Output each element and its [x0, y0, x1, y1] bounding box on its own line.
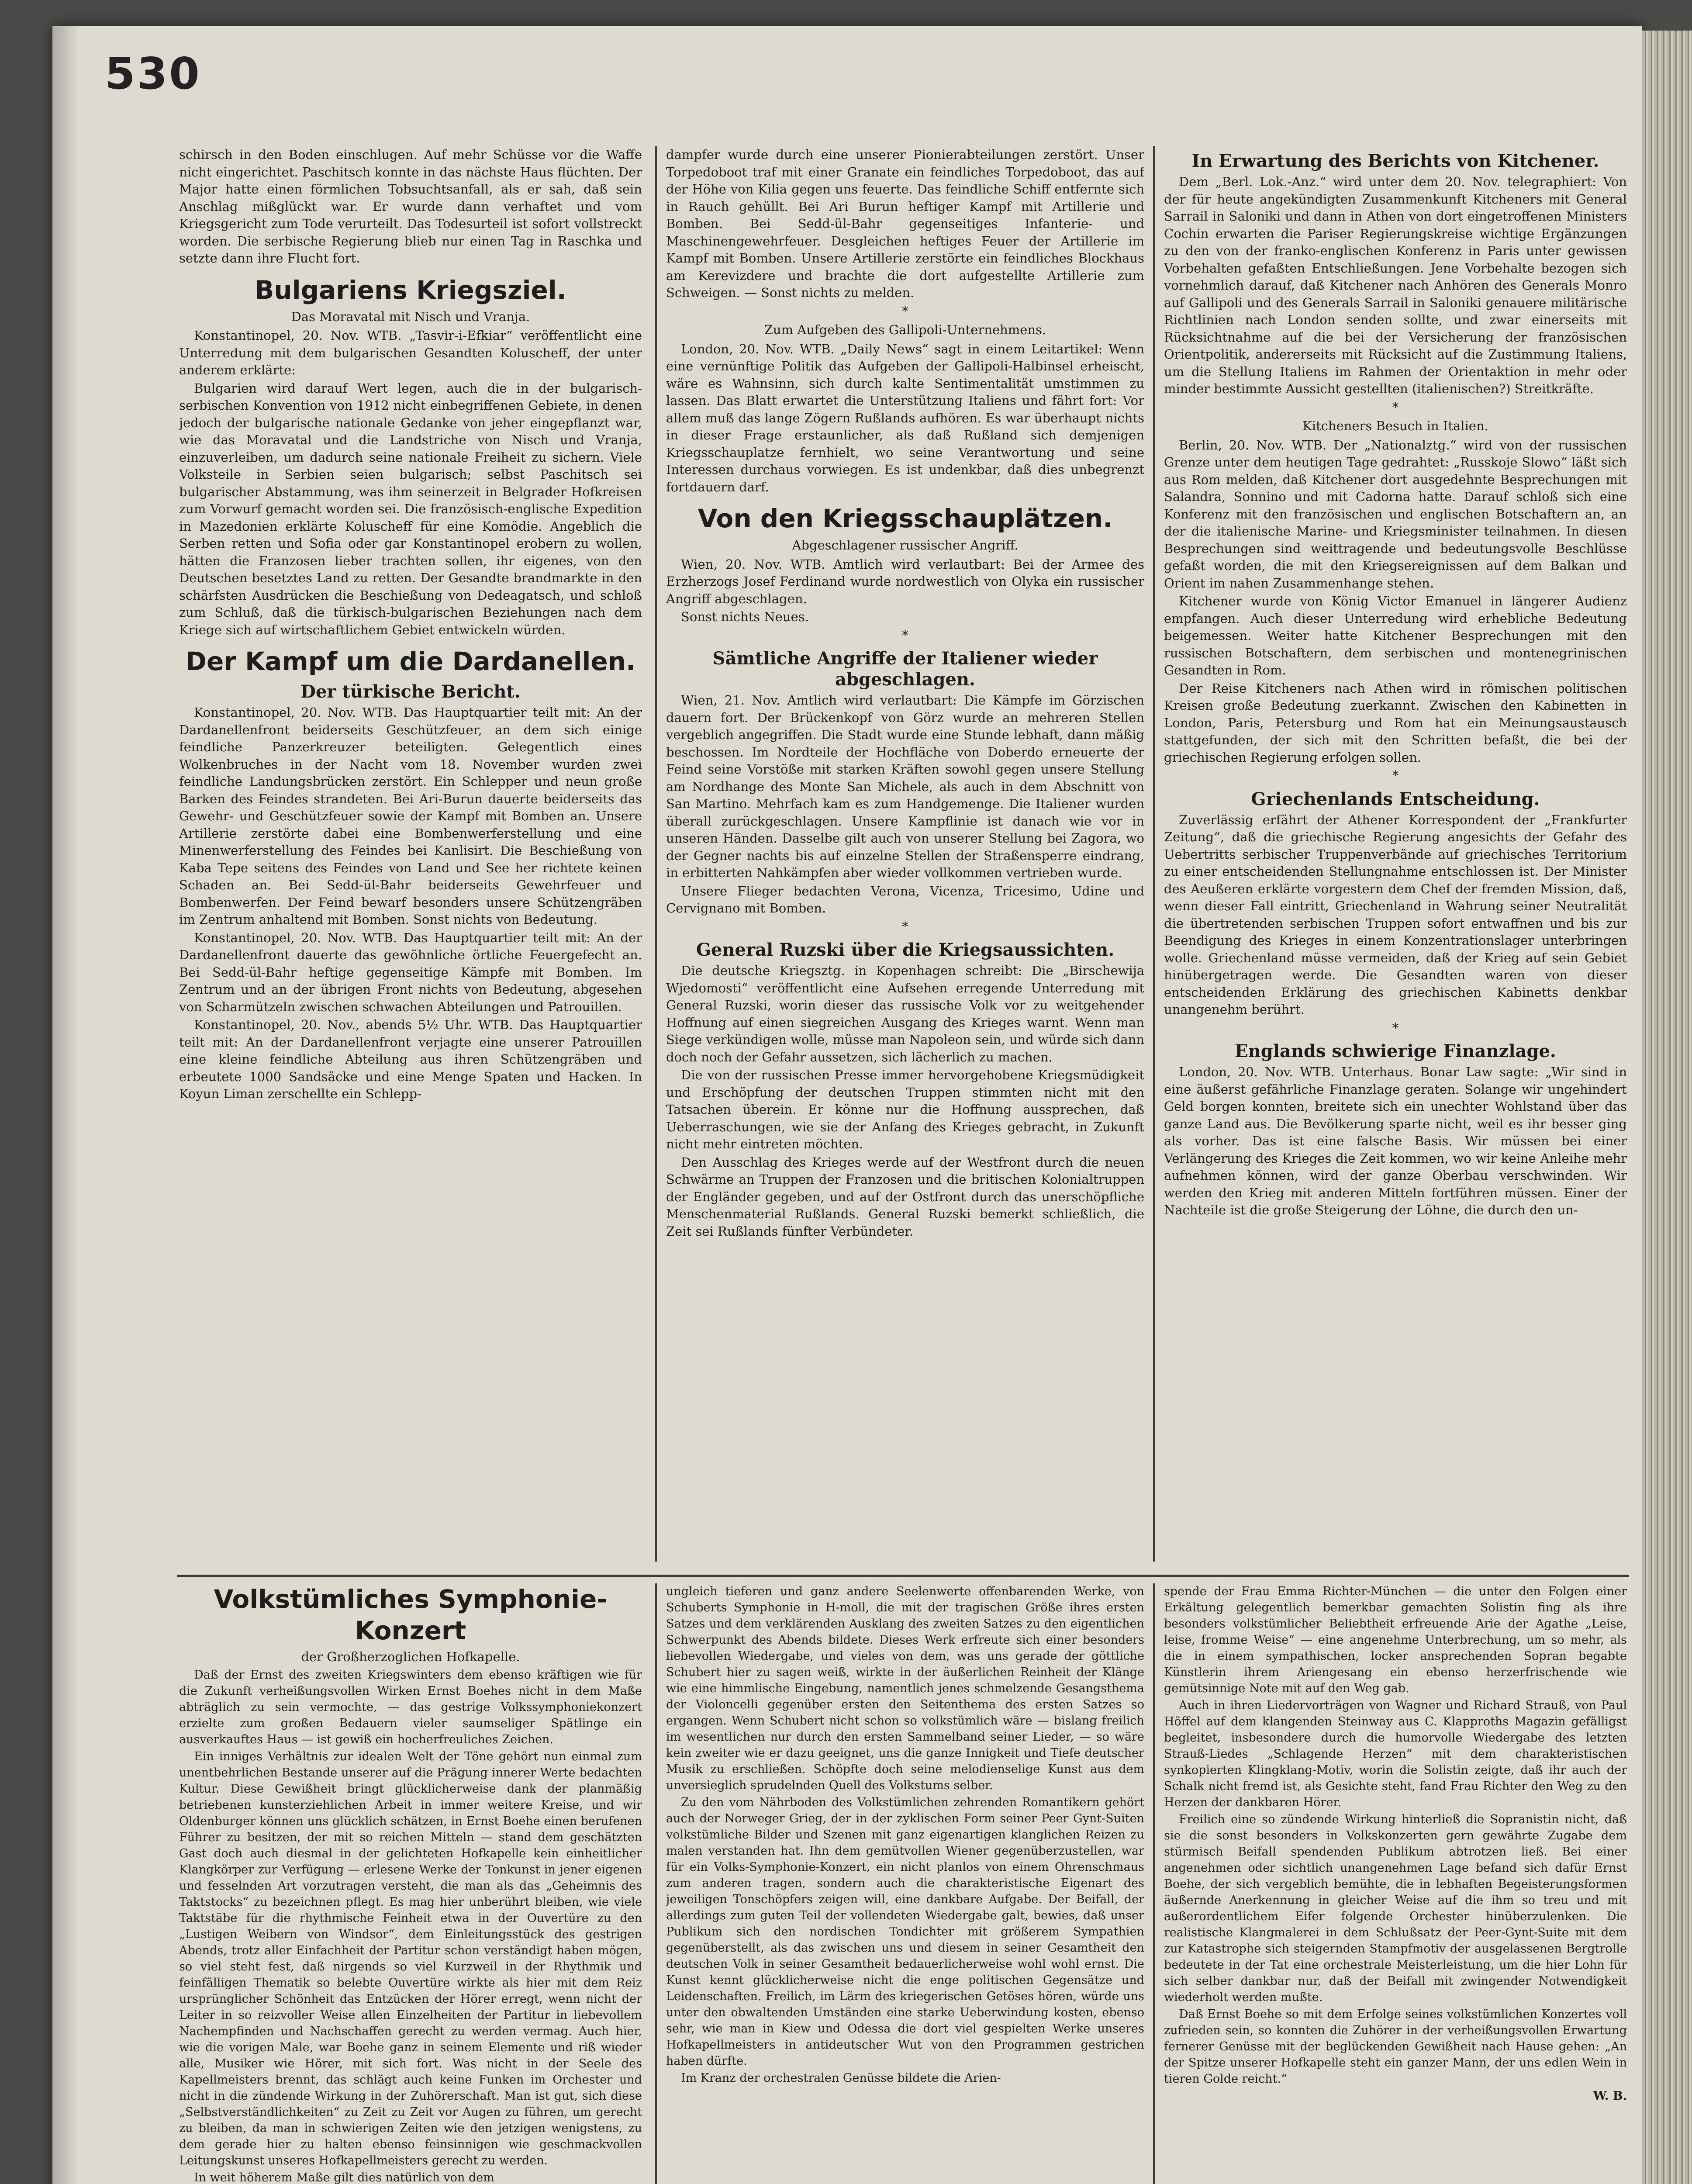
subheadline: der Großherzoglichen Hofkapelle. [301, 1649, 520, 1664]
author-signature: W. B. [1593, 2089, 1627, 2103]
paragraph: Zu den vom Nährboden des Volkstümlichen zehrenden Romantikern gehört auch der Norweger Grieg, der in der zyklischen Form seiner Peer Gynt-Suiten volkstümliche Bilder und Szenen mit ganz eigenartigen klanglichen Reizen zu malen verstanden hat. Ihn dem gemütvollen Wiener gegenüberzustellen, war für ein Volks-Symphonie-Konzert, ein nicht planlos von einem Ohrenschmaus zum anderen tragen, sondern auch die charakteristische Eigenart des jeweiligen Tonschöpfers zeigen will, eine dankbare Aufgabe. Der Beifall, der allerdings zum guten Teil der vollendeten Wiedergabe galt, bewies, daß unser Publikum sich den nordischen Tondichter mit größerem Sympathien gegenüberstellt, als das zwischen uns und diesem in seiner Gesamtheit den deutschen Volk in seiner Gesamtheit bedauerlicherweise wohl wohl ernst. Die Kunst kennt glücklicherweise nicht die enge politischen Gegensätze und Leidenschaften. Freilich, im Lärm des kriegerischen Getöses hören, würde uns unter den obwaltenden Umständen eine starke Ueberwindung kosten, ebenso sehr, wie man in Kiew und Odessa die dort viel gespielten Werke unseres Hofkapellmeisters in antideutscher Wut von den Programmen gestrichen haben dürfte. [666, 1796, 1144, 2068]
separator-star: * [1392, 1020, 1399, 1035]
separator-star: * [902, 919, 908, 934]
separator-star: * [902, 627, 908, 643]
paragraph: dampfer wurde durch eine unserer Pionierabteilungen zerstört. Unser Torpedoboot traf mit einer Granate ein feindliches Torpedoboot, das auf der Höhe von Kilia gegen uns feuerte. Das feindliche Schiff entfernte sich in Rauch gehüllt. Bei Ari Burun heftiger Kampf mit Artillerie und Bomben. Bei Sedd-ül-Bahr gegenseitiges Infanterie- und Maschinengewehrfeuer. Desgleichen heftiges Feuer der Artillerie im Kampf mit Bomben. Unsere Artillerie zerstörte ein feindliches Blockhaus am Kerevizdere und brachte die dort aufgestellte Artillerie zum Schweigen. — Sonst nichts zu melden. [666, 147, 1144, 300]
paragraph: Zuverlässig erfährt der Athener Korrespondent der „Frankfurter Zeitung“, daß die griechische Regierung angesichts der Gefahr des Uebertritts serbischer Truppenverbände auf griechisches Territorium zu einer entscheidenden Stellungnahme entschlossen ist. Der Minister des Aeußeren erklärte vorgestern dem Chef der fremden Mission, daß, wenn dieser Fall eintritt, Griechenland in Wahrung seiner Neutralität die übertretenden serbischen Truppen sofort entwaffnen und bis zur Beendigung des Krieges in einem Konzentrationslager unterbringen wolle. Griechenland müsse vermeiden, daß der Krieg auf sein Gebiet hinübergetragen werde. Die Gesandten waren von dieser entscheidenden Erklärung des griechischen Kabinetts denkbar unangenehm berührt. [1164, 812, 1627, 1017]
page-number: 530 [105, 48, 201, 99]
paragraph: Daß der Ernst des zweiten Kriegswinters dem ebenso kräftigen wie für die Zukunft verheißungsvollen Wirken Ernst Boehes nicht in dem Maße abträglich zu sein vermochte, — das gestrige Volkssymphoniekonzert erzielte zum großen Bedauern vieler saumseliger Spätlinge ein ausverkauftes Haus — ist gewiß ein hocherfreuliches Zeichen. [179, 1668, 642, 1746]
subheadline: Das Moravatal mit Nisch und Vranja. [291, 309, 530, 324]
separator-star: * [1392, 768, 1399, 783]
paragraph: Ein inniges Verhältnis zur idealen Welt der Töne gehört nun einmal zum unentbehrlichen Bestande unserer auf die Prägung innerer Werte bedachten Kultur. Diese Gewißheit bringt glücklicherweise dank der planmäßig betriebenen kunsterziehlichen Arbeit in immer weitere Kreise, und wir Oldenburger können uns glücklich schätzen, in Ernst Boehe einen berufenen Führer zu besitzen, der mit so reichen Mitteln — stand dem geschätzten Gast doch auch diesmal in der gelichteten Hofkapelle kein einheitlicher Klangkörper zur Verfügung — erlesene Werke der Tonkunst in jener eigenen und fesselnden Art vorzutragen versteht, die man als das „Geheimnis des Taktstocks“ zu bezeichnen pflegt. Es mag hier unberührt bleiben, wie viele Taktstäbe für die rhythmische Feinheit etwa in der Ouvertüre zu den „Lustigen Weibern von Windsor“, dem Einleitungsstück des gestrigen Abends, trotz aller Einfachheit der Partitur schon verständigt haben mögen, so viel steht fest, daß nirgends so viel Kurzweil in der Rhythmik und feinfälligen Thematik so belebte Ouvertüre wirkte als hier mit dem Reiz ursprünglicher Schönheit das Entzücken der Hörer erregt, wenn nicht der Leiter in so reizvoller Weise allen Einzelheiten der Partitur in liebevollem Nachempfinden und Nachschaffen gerecht zu werden vermag. Auch hier, wie die vorigen Male, war Boehe ganz in seinem Elemente und riß wieder alle, Musiker wie Hörer, mit sich fort. Was nicht in der Seele des Kapellmeisters brennt, das schlägt auch keine Funken im Orchester und nicht in die zündende Wirkung in der Zuhörerschaft. Man ist gut, sich diese „Selbstverständlichkeiten“ zu Zeit zu Zeit vor Augen zu führen, um gerecht zu bleiben, da man in schwierigen Zeiten wie den jetzigen wenigstens, zu dem gerade hier zu halten ebenso feinsinnigen wie geschmackvollen Leitungskunst unseres Hofkapellmeisters gerecht zu werden. [179, 1750, 642, 2167]
page-stack-edge [1642, 31, 1692, 2184]
paragraph: Den Ausschlag des Krieges werde auf der Westfront durch die neuen Schwärme an Truppen der Franzosen und die britischen Kolonialtruppen der Engländer gegeben, und auf der Ostfront durch das unerschöpfliche Menschenmaterial Rußlands. General Ruzski bemerkt schließlich, die Zeit sei Rußlands fünfter Verbündeter. [666, 1154, 1144, 1239]
section-rule [177, 1575, 1629, 1577]
paragraph: Konstantinopel, 20. Nov. WTB. Das Hauptquartier teilt mit: An der Dardanellenfront beiderseits Geschützfeuer, an dem sich einige feindliche Panzerkreuzer beteiligten. Gelegentlich eines Wolkenbruches in der Nacht vom 18. November wurden zwei feindliche Landungsbrücken zerstört. Ein Schlepper und neun große Barken des Feindes strandeten. Bei Ari-Burun dauerte beiderseits das Gewehr- und Geschützfeuer sowie der Kampf mit Bomben an. Unsere Artillerie zerstörte dabei eine Bombenwerferstellung und eine Minenwerferstellung des Feindes bei Kanlisirt. Die Beschießung von Kaba Tepe seitens des Feindes von Land und See her richtete keinen Schaden an. Bei Sedd-ül-Bahr beiderseits Gewehrfeuer und Bombenwerfen. Der Feind bewarf besonders unsere Schützengräben im Zentrum anhaltend mit Bomben. Sonst nichts von Bedeutung. [179, 705, 642, 927]
separator-star: * [902, 303, 908, 318]
paragraph: London, 20. Nov. WTB. „Daily News“ sagt in einem Leitartikel: Wenn eine vernünftige Politik das Aufgeben der Gallipoli-Halbinsel erheischt, wäre es Wahnsinn, sich durch kalte Sentimentalität umstimmen zu lassen. Das Blatt erwartet die Unterstützung Italiens und fährt fort: Vor allem muß das lange Zögern Rußlands aufhören. Es war überhaupt nichts in dieser Frage erstaunlicher, als daß Rußland sich demjenigen Kriegsschauplatze fernhielt, wo seine Verantwortung und seine Interessen durchaus vorwiegen. Es ist undenkbar, daß dies unbegrenzt fortdauern darf. [666, 341, 1144, 494]
paragraph: London, 20. Nov. WTB. Unterhaus. Bonar Law sagte: „Wir sind in eine äußerst gefährliche Finanzlage geraten. Solange wir ungehindert Geld borgen konnten, breitete sich ein unechter Wohlstand über das ganze Land aus. Die Bevölkerung sparte nicht, weil es ihr besser ging als vorher. Das ist eine falsche Basis. Wir müssen bei einer Verlängerung des Krieges die Zeit kommen, wo wir keine Anleihe mehr aufnehmen können, wird der ganze Oberbau verschwinden. Wir werden den Krieg mit anderen Mitteln fortführen müssen. Einer der Nachteile ist die große Steigerung der Löhne, die durch den un- [1164, 1064, 1627, 1217]
paragraph: Im Kranz der orchestralen Genüsse bildete die Arien- [681, 2071, 1001, 2085]
paragraph: Auch in ihren Liedervorträgen von Wagner und Richard Strauß, von Paul Höffel auf dem klangenden Steinway aus C. Klapproths Magazin gefälligst begleitet, insbesondere durch die humorvolle Wiedergabe des letzten Strauß-Liedes „Schlagende Herzen“ mit dem charakteristischen synkopierten Klingklang-Motiv, worin die Solistin zeigte, daß ihr auch der Schalk nicht fremd ist, als Gesichte steht, fand Frau Richter den Weg zu den Herzen der dankbaren Hörer. [1164, 1699, 1627, 1809]
paragraph: Der Reise Kitcheners nach Athen wird in römischen politischen Kreisen große Bedeutung zuerkannt. Zwischen den Kabinetten in London, Paris, Petersburg und Rom hat ein Meinungsaustausch stattgefunden, der sich mit den Schritten befaßt, die bei der griechischen Regierung erfolgen sollen. [1164, 681, 1627, 765]
paragraph: Unsere Flieger bedachten Verona, Vicenza, Tricesimo, Udine und Cervignano mit Bomben. [666, 883, 1144, 916]
paragraph: In weit höherem Maße gilt dies natürlich von dem [194, 2171, 494, 2184]
paragraph: Konstantinopel, 20. Nov. WTB. Das Hauptquartier teilt mit: An der Dardanellenfront dauerte das gewöhnliche örtliche Feuergefecht an. Bei Sedd-ül-Bahr heftige gegenseitige Kämpfe mit Bomben. Im Zentrum und an der übrigen Front nichts von Bedeutung, abgesehen von Scharmützeln zwischen schwachen Abteilungen und Patrouillen. [179, 930, 642, 1014]
binding-shadow [52, 26, 79, 2184]
paragraph: Die deutsche Kriegsztg. in Kopenhagen schreibt: Die „Birschewija Wjedomosti“ veröffentlicht eine Aufsehen erregende Unterredung mit General Ruzski, worin dieser das russische Volk vor zu weitgehender Hoffnung auf einen siegreichen Ausgang des Krieges warnt. Wenn man Siege verkündigen wolle, müsse man Napoleon sein, und würde sich dann doch noch der Gefahr aussetzen, sich lächerlich zu machen. [666, 963, 1144, 1064]
article-continuation: schirsch in den Boden einschlugen. Auf mehr Schüsse vor die Waffe nicht eingerichtet. Paschitsch konnte in das nächste Haus flüchten. Der Major hatte einen förmlichen Tobsuchtsanfall, als er sah, daß sein Anschlag mißglückt war. Er wurde dann verhaftet und vom Kriegsgericht zum Tode verurteilt. Das Todesurteil ist sofort vollstreckt worden. Die serbische Regierung blieb nur einen Tag in Raschka und setzte dann ihre Flucht fort. [179, 147, 642, 266]
subheadline: Zum Aufgeben des Gallipoli-Unternehmens. [764, 322, 1046, 337]
paragraph: Wien, 21. Nov. Amtlich wird verlautbart: Die Kämpfe im Görzischen dauern fort. Der Brückenkopf von Görz wurde an mehreren Stellen vergeblich angegriffen. Die Stadt wurde eine Stunde lebhaft, dann mäßig beschossen. Im Nordteile der Hochfläche von Doberdo erneuerte der Feind seine Vorstöße mit starken Kräften sowohl gegen unsere Stellung am Nordhange des Monte San Michele, als auch in dem Abschnitt von San Martino. Mehrfach kam es zum Handgemenge. Die Italiener wurden überall zurückgeschlagen. Unsere Kampflinie ist danach wie vor in unseren Händen. Dasselbe gilt auch von unserer Stellung bei Zagora, wo der Gegner nachts bis auf einzelne Stellen der Straßensperre eindrang, in erbitterten Nahkämpfen aber wieder vollkommen vertrieben wurde. [666, 693, 1144, 880]
paragraph: Die von der russischen Presse immer hervorgehobene Kriegsmüdigkeit und Erschöpfung der deutschen Truppen stimmten nicht mit den Tatsachen überein. Er könne nur die Hoffnung aussprechen, daß Ueberraschungen, wie sie der Anfang des Krieges gebracht, in Zukunft nicht mehr eintreten möchten. [666, 1068, 1144, 1151]
bottom-column-2 [666, 1583, 1144, 2184]
separator-star: * [1392, 399, 1399, 415]
headline-war-theaters: Von den Kriegsschauplätzen. [698, 504, 1113, 533]
top-column-2 [666, 146, 1144, 1568]
headline-greece: Griechenlands Entscheidung. [1251, 788, 1540, 809]
column-rule [1153, 146, 1155, 1562]
headline-concert: Volkstümliches Symphonie-Konzert [214, 1584, 608, 1645]
paragraph: spende der Frau Emma Richter-München — die unter den Folgen einer Erkältung gelegentlich bemerkbar gemachten Solistin fing als ihre besonders volkstümlicher Beliebtheit erfreuende Arie der Agathe „Leise, leise, fromme Weise“ — eine angenehme Unterbrechung, um so mehr, als die in einem sympathischen, locker ansprechenden Sopran begabte Künstlerin ihrem Ariengesang ein ebenso herzerfrischende wie gemütsinnige Note mit auf den Weg gab. [1164, 1585, 1627, 1695]
paragraph: Sonst nichts Neues. [681, 609, 809, 624]
paragraph: Bulgarien wird darauf Wert legen, auch die in der bulgarisch-serbischen Konvention von 1912 nicht einbegriffenen Gebiete, in denen jedoch der bulgarische nationale Gedanke von jeher eingepflanzt war, wie das Moravatal und die Landstriche von Nisch und Vranja, einzuverleiben, um dadurch seine nationale Freiheit zu sichern. Viele Volksteile in Serbien seien bulgarisch; selbst Paschitsch sei bulgarischer Abstammung, was ihm seinerzeit in Belgrader Hofkreisen zum Vorwurf gemacht worden sei. Die französisch-englische Expedition in Mazedonien erklärte Koluscheff für eine Komödie. Angeblich die Serben retten und Sofia oder gar Konstantinopel erobern zu wollen, hätten die Franzosen lieber trachten sollen, ihr eigenes, von den Deutschen besetztes Land zu retten. Der Gesandte brandmarkte in den schärfsten Ausdrücken die Beschießung von Dedeagatsch, und schloß zum Schluß, daß die türkisch-bulgarischen Beziehungen nach dem Kriege sich auf wirtschaftlichem Gebiet entwickeln würden. [179, 380, 642, 637]
paragraph: Wien, 20. Nov. WTB. Amtlich wird verlautbart: Bei der Armee des Erzherzogs Josef Ferdinand wurde nordwestlich von Olyka ein russischer Angriff abgeschlagen. [666, 556, 1144, 606]
top-column-1 [179, 146, 642, 1568]
paragraph: ungleich tieferen und ganz andere Seelenwerte offenbarenden Werke, von Schuberts Symphonie in H-moll, die mit der tragischen Größe ihres ersten Satzes und dem verklärenden Ausklang des zweiten Satzes zu den eigentlichen Schwerpunkt des Abends bildete. Dieses Werk erfreute sich einer besonders liebevollen Wiedergabe, und vieles von dem, was uns gerade der göttliche Schubert hier zu sagen weiß, wirkte in der äußerlichen Reinheit der Klänge wie eine himmlische Eingebung, namentlich jenes schmelzende Gesangsthema der Violoncelli gegenüber ersten den Seitenthema des ersten Satzes so ergangen. Wenn Schubert nicht schon so volkstümlich wäre — bislang freilich im wesentlichen nur durch den ersten Sammelband seiner Lieder, — so wäre kein zweiter wie er dazu geeignet, uns die ganze Innigkeit und Tiefe deutscher Musik zu erschließen. Schöpfte doch seine melodienselige Kunst aus dem unversieglich sprudelnden Quell des Volkstums selber. [666, 1585, 1144, 1792]
paragraph: Daß Ernst Boehe so mit dem Erfolge seines volkstümlichen Konzertes voll zufrieden sein, so konnten die Zuhörer in der verheißungsvollen Erwartung fernerer Genüsse mit der beglückenden Gewißheit nach Hause gehen: „An der Spitze unserer Hofkapelle steht ein ganzer Mann, der uns edlen Wein in tieren Golde reicht.“ [1164, 2008, 1627, 2086]
headline-italians: Sämtliche Angriffe der Italiener wieder abgeschlagen. [712, 648, 1098, 690]
paragraph: Konstantinopel, 20. Nov. WTB. „Tasvir-i-Efkiar“ veröffentlicht eine Unterredung mit dem bulgarischen Gesandten Koluscheff, der unter anderem erklärte: [179, 328, 642, 377]
subheadline: Kitcheners Besuch in Italien. [1302, 418, 1488, 433]
headline-bulgaria: Bulgariens Kriegsziel. [255, 275, 566, 305]
headline-ruzski: General Ruzski über die Kriegsaussichten. [696, 940, 1115, 960]
column-rule [1153, 1583, 1155, 2184]
subheadline: Abgeschlagener russischer Angriff. [792, 538, 1019, 553]
paragraph: Dem „Berl. Lok.-Anz.“ wird unter dem 20. Nov. telegraphiert: Von der für heute angekündigten Zusammenkunft Kitcheners mit General Sarrail in Saloniki und dann in Athen von dort eingetroffenen Ministers Cochin erwarten die Pariser Regierungskreise wichtige Ergänzungen zu den von der franko-englischen Konferenz in Paris unter gewissen Vorbehalten gefaßten Entschließungen. Jene Vorbehalte bezogen sich vornehmlich darauf, daß Kitchener nach Anhören des Generals Monro auf Gallipoli und des Generals Sarrail in Saloniki genauere militärische Richtlinien nach London senden sollte, und zwar einerseits mit Rücksichtnahme auf die bei der Versicherung der französischen Orientpolitik, andererseits mit Rücksicht auf die Zustimmung Italiens, um die Stellung Italiens im Rahmen der Orientaktion in mehr oder minder bestimmte Aussicht gestellten (italienischen?) Streitkräfte. [1164, 174, 1627, 396]
paragraph: Freilich eine so zündende Wirkung hinterließ die Sopranistin nicht, daß sie die sonst besonders in Volkskonzerten gern gewährte Zugabe dem stürmisch Beifall spendenden Publikum abtrotzen ließ. Bei einer angenehmen oder sichtlich unangenehmen Lage befand sich dafür Ernst Boehe, der sich vergeblich bemühte, die in lebhaften Begeisterungsformen äußernde Anerkennung in gleicher Weise auf die ihm so treu und mit außerordentlichem Eifer folgende Orchester hinüberzulenken. Die realistische Klangmalerei in dem Schlußsatz der Peer-Gynt-Suite mit dem zur Katastrophe sich steigernden Stampfmotiv der ausgelassenen Bergtrolle bedeutete in der Tat eine orchestrale Meisterleistung, um die hier Lohn für sich selber dankbar nur, daß der Beifall mit zwingender Notwendigkeit wiederholt werden mußte. [1164, 1813, 1627, 2004]
column-rule [655, 1583, 657, 2184]
headline-kitchener-report: In Erwartung des Berichts von Kitchener. [1191, 151, 1599, 171]
paragraph: Berlin, 20. Nov. WTB. Der „Nationalztg.“ wird von der russischen Grenze unter dem heutigen Tage gedrahtet: „Russkoje Slowo“ läßt sich aus Rom melden, daß Kitchener dort ausgedehnte Besprechungen mit Salandra, Sonnino und mit Cadorna hatte. Darauf schloß sich eine Konferenz mit den französischen und englischen Botschaftern an, an der die italienische Marine- und Kriegsminister teilnahmen. In diesen Besprechungen sind weittragende und bedeutungsvolle Beschlüsse gefaßt worden, die mit den Kriegsereignissen auf dem Balkan und Orient im nahen Zusammenhange stehen. [1164, 437, 1627, 591]
subheadline: Der türkische Bericht. [300, 681, 521, 702]
paragraph: Konstantinopel, 20. Nov., abends 5½ Uhr. WTB. Das Hauptquartier teilt mit: An der Dardanellenfront verjagte eine unserer Patrouillen eine kleine feindliche Abteilung aus ihren Schützengräben und erbeutete 1000 Sandsäcke und eine Menge Spaten und Hacken. In Koyun Liman zerschellte ein Schlepp- [179, 1017, 642, 1101]
paragraph: Kitchener wurde von König Victor Emanuel in längerer Audienz empfangen. Auch dieser Unterredung wird erhebliche Bedeutung beigemessen. Weiter hatte Kitchener Besprechungen mit den russischen Botschaftern, dem serbischen und montenegrinischen Gesandten in Rom. [1164, 594, 1627, 677]
headline-dardanelles: Der Kampf um die Dardanellen. [185, 646, 636, 676]
bottom-column-1 [179, 1583, 642, 2184]
column-rule [655, 146, 657, 1562]
headline-england-finance: Englands schwierige Finanzlage. [1235, 1041, 1556, 1061]
bottom-column-3 [1164, 1583, 1627, 2184]
top-column-3 [1164, 146, 1627, 1568]
